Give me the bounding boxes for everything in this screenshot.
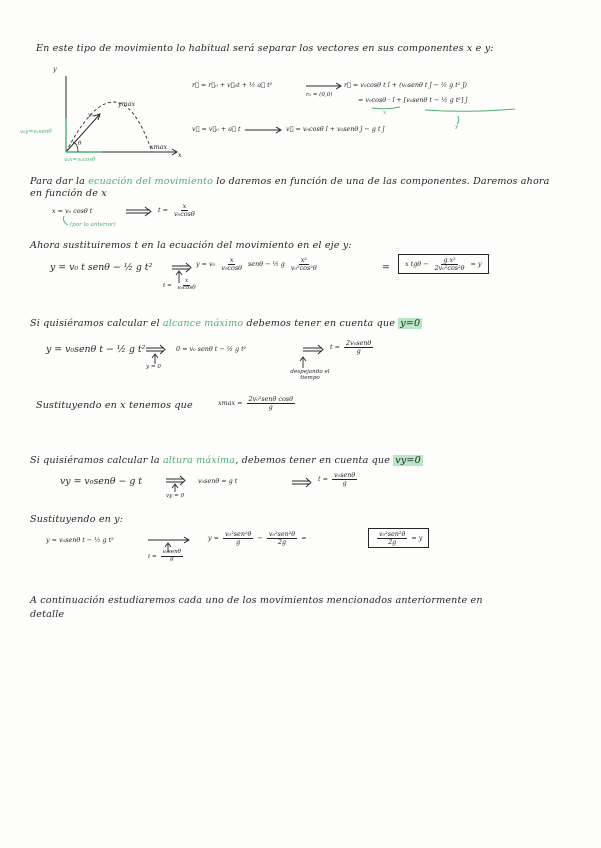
range-note: despejando el tiempo <box>290 369 330 381</box>
t-lhs: t = <box>158 206 168 215</box>
y-mid2-num: x² <box>300 256 307 264</box>
boxed-post: = y <box>470 260 482 269</box>
diagram-vx-label: v₀x=v₀cosθ <box>64 157 96 163</box>
range-y-equation: y = v₀senθ t − ½ g t² <box>46 344 146 355</box>
range-t-den: g <box>356 346 361 355</box>
height-t-lhs: t = <box>318 475 328 484</box>
xmax-lhs: xmax = <box>218 399 243 408</box>
boxed-den: 2v₀²cos²θ <box>434 263 465 272</box>
v-equation: v⃗ = v⃗₀ + a⃗ t <box>192 125 241 133</box>
height-res-den1: g <box>236 537 241 546</box>
implies-arrow-4 <box>166 476 185 485</box>
height-boxed-result <box>368 528 429 548</box>
r-equation: r⃗ = r⃗₀ + v⃗₀t + ½ a⃗ t² <box>192 81 273 89</box>
r-result-2: = v₀cosθ · î + [v₀senθ t − ½ g t²] ĵ <box>358 96 468 104</box>
height-res-eq: = <box>301 534 307 543</box>
height-t-note-den: g <box>169 555 174 562</box>
trajectory-highlight: ecuación del movimiento <box>88 176 214 187</box>
r-mark-x: x <box>383 110 387 116</box>
underline-x <box>372 107 400 109</box>
height-box-den: 2g <box>388 537 397 546</box>
height-box-post: = y <box>411 534 423 543</box>
r-mark-y: y <box>455 124 459 130</box>
trajectory-text-2: lo daremos en función de una de las componentes. Daremos ahora <box>213 176 550 187</box>
substitution-intro: Ahora sustituiremos t en la ecuación del movimiento en el eje y: <box>30 240 352 251</box>
height-highlight: altura máxima <box>162 455 236 466</box>
diagram-xmax-label: xmax <box>150 143 168 151</box>
trajectory-boxed-result <box>398 254 489 274</box>
height-condition: vy=0 <box>395 455 421 466</box>
implies-arrow-1 <box>172 263 191 272</box>
range-text-1: Si quisiéramos calcular el <box>30 318 163 329</box>
diagram-ymax-label: ymax <box>118 100 136 108</box>
range-t-equation <box>330 340 375 354</box>
height-text-1: Si quisiéramos calcular la <box>30 455 163 466</box>
height-res-num1: v₀²sen²θ <box>225 530 252 538</box>
height-t-den: g <box>342 478 347 487</box>
diagram-vy-label: v₀y=v₀senθ <box>20 129 52 135</box>
trajectory-note: (por lo anterior) <box>70 222 116 228</box>
range-t-num: 2v₀senθ <box>346 339 372 347</box>
y-substituted <box>196 257 321 271</box>
range-sub-note: y = 0 <box>146 364 161 370</box>
t-den: v₀cosθ <box>174 209 195 218</box>
diagram-v0-label: v₀ <box>88 111 95 119</box>
iff-arrow-1 <box>126 207 151 216</box>
y-mid2-den: v₀²cos²θ <box>290 263 317 272</box>
outro-text: A continuación estudiaremos cada uno de los movimientos mencionados anteriormente en detalle <box>30 595 483 620</box>
height-t-note <box>148 550 185 563</box>
implies-arrow-5 <box>292 478 311 487</box>
range-t-lhs: t = <box>330 343 340 352</box>
brace-y <box>457 116 459 124</box>
height-res-minus: − <box>257 534 263 543</box>
y-mid-den: v₀cosθ <box>221 263 242 272</box>
height-res-num2: v₀²sen²θ <box>268 530 296 538</box>
height-t-num: v₀senθ <box>334 471 356 479</box>
equals-sign: = <box>382 262 390 273</box>
height-text-2: , debemos tener en cuenta que <box>235 455 394 466</box>
t-note-lhs: t = <box>163 282 172 289</box>
t-equation <box>158 203 199 217</box>
height-t-note-lhs: t = <box>148 553 157 560</box>
height-res-lhs: y = <box>208 534 219 543</box>
r-result-1: r⃗ = v₀cosθ t î + (v₀senθ t ĵ − ½ g t² ĵ) <box>344 81 467 89</box>
trajectory-paragraph <box>30 176 550 187</box>
r-condition: r₀ = (0,0) <box>306 92 333 98</box>
implies-arrow-3 <box>303 345 323 354</box>
boxed-pre: x tgθ − <box>405 260 429 269</box>
y-mid-a: y = v₀ <box>196 260 216 269</box>
note-curve <box>64 216 69 225</box>
height-box-num: v₀²sen²θ <box>379 530 406 538</box>
vy-sub-note: vy = 0 <box>166 493 185 499</box>
height-t-note-num: v₀senθ <box>162 549 182 555</box>
x-equation: x = v₀ cosθ t <box>52 207 93 215</box>
height-res-den2: 2g <box>277 537 287 546</box>
range-text-2: debemos tener en cuenta que <box>243 318 399 329</box>
implies-arrow-2 <box>146 345 165 354</box>
height-mid-equation: v₀senθ = g t <box>198 477 238 485</box>
y-equation: y = v₀ t senθ − ½ g t² <box>50 262 153 273</box>
height-t-equation <box>318 472 359 486</box>
y-mid-num: x <box>229 256 234 264</box>
height-result <box>208 531 307 545</box>
intro-text: En este tipo de movimiento lo habitual será separar los vectores en sus componentes x e y: <box>36 43 494 54</box>
height-intro <box>30 455 423 466</box>
trajectory-text-1: Para dar la <box>30 176 89 187</box>
underline-y <box>425 109 515 111</box>
trajectory-line-2: en función de x <box>30 188 107 199</box>
t-note-sub <box>163 279 200 292</box>
range-highlight: alcance máximo <box>162 318 244 329</box>
height-subst-text: Sustituyendo en y: <box>30 514 124 525</box>
xmax-num: 2v₀²senθ cosθ <box>248 395 293 403</box>
range-intro <box>30 318 422 329</box>
boxed-num: g x² <box>443 256 456 264</box>
diagram-x-label: x <box>178 151 182 159</box>
t-num: x <box>182 202 187 210</box>
diagram-theta-label: θ <box>78 141 82 147</box>
v0-vector <box>66 114 100 152</box>
t-note-num: x <box>185 278 189 284</box>
xmax-equation <box>218 396 297 410</box>
range-condition: y=0 <box>400 318 421 329</box>
y-mid-b: senθ − ½ g <box>248 260 285 269</box>
diagram-y-label: y <box>53 65 57 73</box>
height-y-equation: y = v₀senθ t − ½ g t² <box>46 536 114 544</box>
range-zero-equation: 0 = v₀ senθ t − ½ g t² <box>176 345 247 353</box>
xmax-den: g <box>268 402 273 411</box>
v-result: v⃗ = v₀cosθ î + v₀senθ ĵ − g t ĵ <box>286 125 385 133</box>
vy-equation: vy = v₀senθ − g t <box>60 476 143 487</box>
range-subst-text: Sustituyendo en x tenemos que <box>36 400 193 411</box>
t-note-den: v₀cosθ <box>177 284 196 291</box>
